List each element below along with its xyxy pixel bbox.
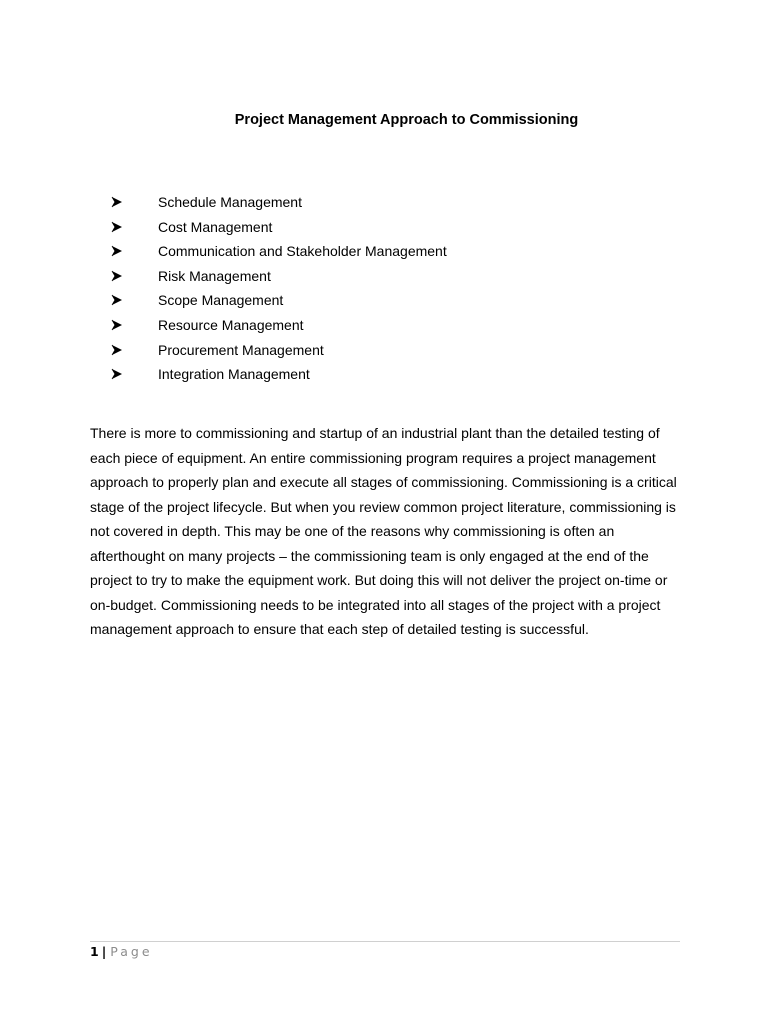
- list-item-label: Cost Management: [158, 218, 273, 235]
- arrowhead-bullet-icon: [110, 217, 124, 237]
- page-label: Page: [110, 944, 153, 959]
- paragraph-line: project to try to make the equipment work. But doing this will not deliver the project on-time or: [90, 572, 668, 588]
- paragraph-line: each piece of equipment. An entire commissioning program requires a project management: [90, 449, 656, 466]
- document-title: Project Management Approach to Commissioning: [234, 112, 579, 128]
- page-number: 1: [90, 944, 99, 959]
- arrowhead-bullet-icon: [110, 192, 124, 212]
- list-item-label: Resource Management: [158, 316, 304, 333]
- paragraph-line: not covered in depth. This may be one of the reasons why commissioning is often an: [90, 523, 615, 539]
- paragraph-line: approach to properly plan and execute all stages of commissioning. Commissioning is a critical: [90, 474, 677, 490]
- arrowhead-bullet-icon: [110, 266, 124, 286]
- paragraph-line: There is more to commissioning and startup of an industrial plant than the detailed testing of: [90, 425, 660, 441]
- arrowhead-bullet-icon: [110, 241, 124, 261]
- paragraph-line: on-budget. Commissioning needs to be integrated into all stages of the project with a project: [90, 596, 661, 613]
- list-item-label: Scope Management: [158, 292, 284, 309]
- list-item-label: Schedule Management: [158, 194, 302, 210]
- arrowhead-bullet-icon: [110, 364, 124, 384]
- footer-separator: |: [101, 944, 107, 959]
- footer-divider: [90, 941, 680, 942]
- paragraph-line: afterthought on many projects – the commissioning team is only engaged at the end of the: [90, 547, 649, 564]
- paragraph-line: stage of the project lifecycle. But when you review common project literature, commissioning is: [90, 498, 676, 515]
- list-item-label: Procurement Management: [158, 341, 324, 358]
- list-item-label: Integration Management: [158, 366, 310, 383]
- arrowhead-bullet-icon: [110, 315, 124, 335]
- page-footer: [90, 943, 153, 961]
- arrowhead-bullet-icon: [110, 290, 124, 310]
- body-paragraph: [90, 421, 682, 642]
- list-item-label: Risk Management: [158, 267, 271, 284]
- paragraph-line: management approach to ensure that each step of detailed testing is successful.: [90, 621, 589, 637]
- list-item-label: Communication and Stakeholder Management: [158, 243, 447, 260]
- arrowhead-bullet-icon: [110, 340, 124, 360]
